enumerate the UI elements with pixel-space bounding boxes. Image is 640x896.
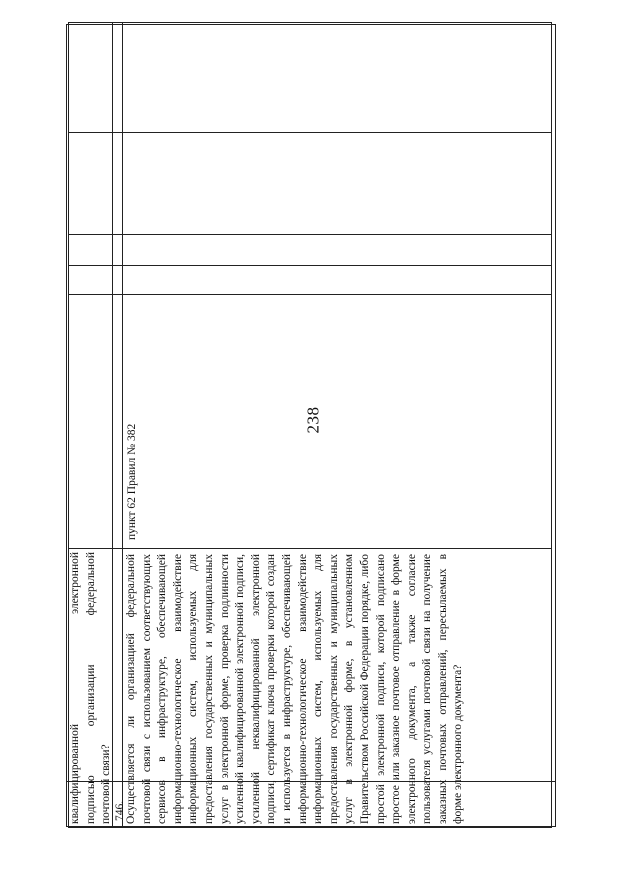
column-border-4 — [68, 234, 552, 235]
column-border-5 — [68, 132, 552, 133]
previous-row-line-1: квалифицированной электронной — [69, 552, 81, 824]
previous-row-line-3: почтовой связи? — [100, 744, 113, 824]
reference-cell — [124, 294, 144, 546]
question-cell — [124, 548, 552, 828]
previous-row-text — [68, 548, 113, 828]
previous-row-line-2: подписью организации федеральной — [84, 552, 97, 824]
column-border-3 — [68, 265, 552, 266]
page-number: 238 — [303, 406, 323, 434]
question-column-right-border — [122, 22, 123, 828]
legal-reference: пункт 62 Правил № 382 — [126, 423, 138, 540]
row-number: 746. — [114, 800, 126, 821]
question-text: Осуществляется ли организацией федеральной почтовой связи с использованием соответствующих сервисов в инфраструктуре, обеспечивающей информационно-технологическое взаимодействие информационных систем, используемых для предоставления государственных и муниципальных услуг в электронной форме, проверка подлинности усиленной квалифицированной электронной подписи, усиленной неквалифицированной электронной подписи, сертификат ключа проверки которой создан и используется в инфраструктуре, обеспечивающей информационно-технологическое взаимодействие информационных систем, используемых для предоставления государственных и муниципальных услуг в электронной форме, в установленном Правительством Российской Федерации порядке, либо простой электронной подписи, которой подписано простое или заказное почтовое отправление в форме электронного документа, а также согласие пользователя услугами почтовой связи на получение заказных почтовых отправлений, пересылаемых в форме электронного документа? — [125, 554, 465, 824]
